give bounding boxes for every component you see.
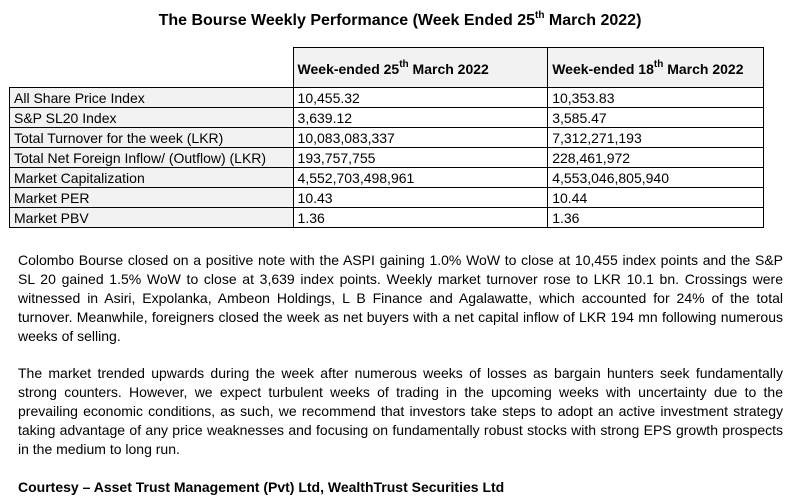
performance-table	[9, 47, 764, 228]
table-row	[10, 128, 764, 148]
header-week-25-prefix: Week-ended 25	[297, 61, 400, 77]
table-row	[10, 148, 764, 168]
row-label: All Share Price Index	[10, 88, 294, 108]
row-label: Market Capitalization	[10, 168, 294, 188]
row-value-current: 10.43	[293, 188, 548, 208]
row-value-previous: 7,312,271,193	[548, 128, 764, 148]
table-row	[10, 188, 764, 208]
row-value-current: 3,639.12	[293, 108, 548, 128]
title-suffix: March 2022)	[544, 12, 642, 29]
table-row	[10, 88, 764, 108]
header-week-18-prefix: Week-ended 18	[552, 61, 654, 77]
row-value-current: 10,455.32	[293, 88, 548, 108]
header-week-25-suffix: March 2022	[408, 61, 489, 77]
row-label: S&P SL20 Index	[10, 108, 294, 128]
title-sup: th	[535, 9, 545, 21]
row-label: Market PER	[10, 188, 294, 208]
row-value-current: 193,757,755	[293, 148, 548, 168]
row-value-previous: 1.36	[548, 208, 764, 228]
row-value-current: 1.36	[293, 208, 548, 228]
row-value-previous: 10.44	[548, 188, 764, 208]
market-summary-paragraph: Colombo Bourse closed on a positive note with the ASPI gaining 1.0% WoW to close at 10,455 index points and the S&P SL 20 gained 1.5% WoW to close at 3,639 index points. Weekly market turnover rose to LKR 10.1 bn. Crossings were witnessed in Asiri, Expolanka, Ambeon Holdings, L B Finance and Agalawatte, which accounted for 24% of the total turnover. Meanwhile, foreigners closed the week as net buyers with a net capital inflow of LKR 194 mn following numerous weeks of selling.	[18, 252, 783, 344]
courtesy-line: Courtesy – Asset Trust Management (Pvt) Ltd, WealthTrust Securities Ltd	[18, 479, 505, 495]
header-week-18	[548, 48, 764, 88]
header-week-18-suffix: March 2022	[663, 61, 744, 77]
header-blank-cell	[10, 48, 294, 88]
page-title	[0, 11, 800, 31]
row-value-previous: 228,461,972	[548, 148, 764, 168]
title-prefix: The Bourse Weekly Performance (Week Ended 25	[158, 12, 536, 29]
market-outlook-paragraph: The market trended upwards during the week after numerous weeks of losses as bargain hunters seek fundamentally strong counters. However, we expect turbulent weeks of trading in the upcoming weeks with uncertainty due to the prevailing economic conditions, as such, we recommend that investors take steps to adopt an active investment strategy taking advantage of any price weaknesses and focusing on fundamentally robust stocks with strong EPS growth prospects in the medium to long run.	[18, 365, 783, 457]
row-value-current: 10,083,083,337	[293, 128, 548, 148]
row-value-previous: 10,353.83	[548, 88, 764, 108]
row-value-current: 4,552,703,498,961	[293, 168, 548, 188]
header-week-18-sup: th	[653, 59, 664, 71]
row-value-previous: 4,553,046,805,940	[548, 168, 764, 188]
row-label: Total Turnover for the week (LKR)	[10, 128, 294, 148]
row-label: Total Net Foreign Inflow/ (Outflow) (LKR)	[10, 148, 294, 168]
header-week-25-sup: th	[399, 59, 409, 71]
row-value-previous: 3,585.47	[548, 108, 764, 128]
header-week-25	[293, 48, 548, 88]
row-label: Market PBV	[10, 208, 294, 228]
table-row	[10, 168, 764, 188]
table-header-row	[10, 48, 764, 88]
table-row	[10, 108, 764, 128]
table-row	[10, 208, 764, 228]
